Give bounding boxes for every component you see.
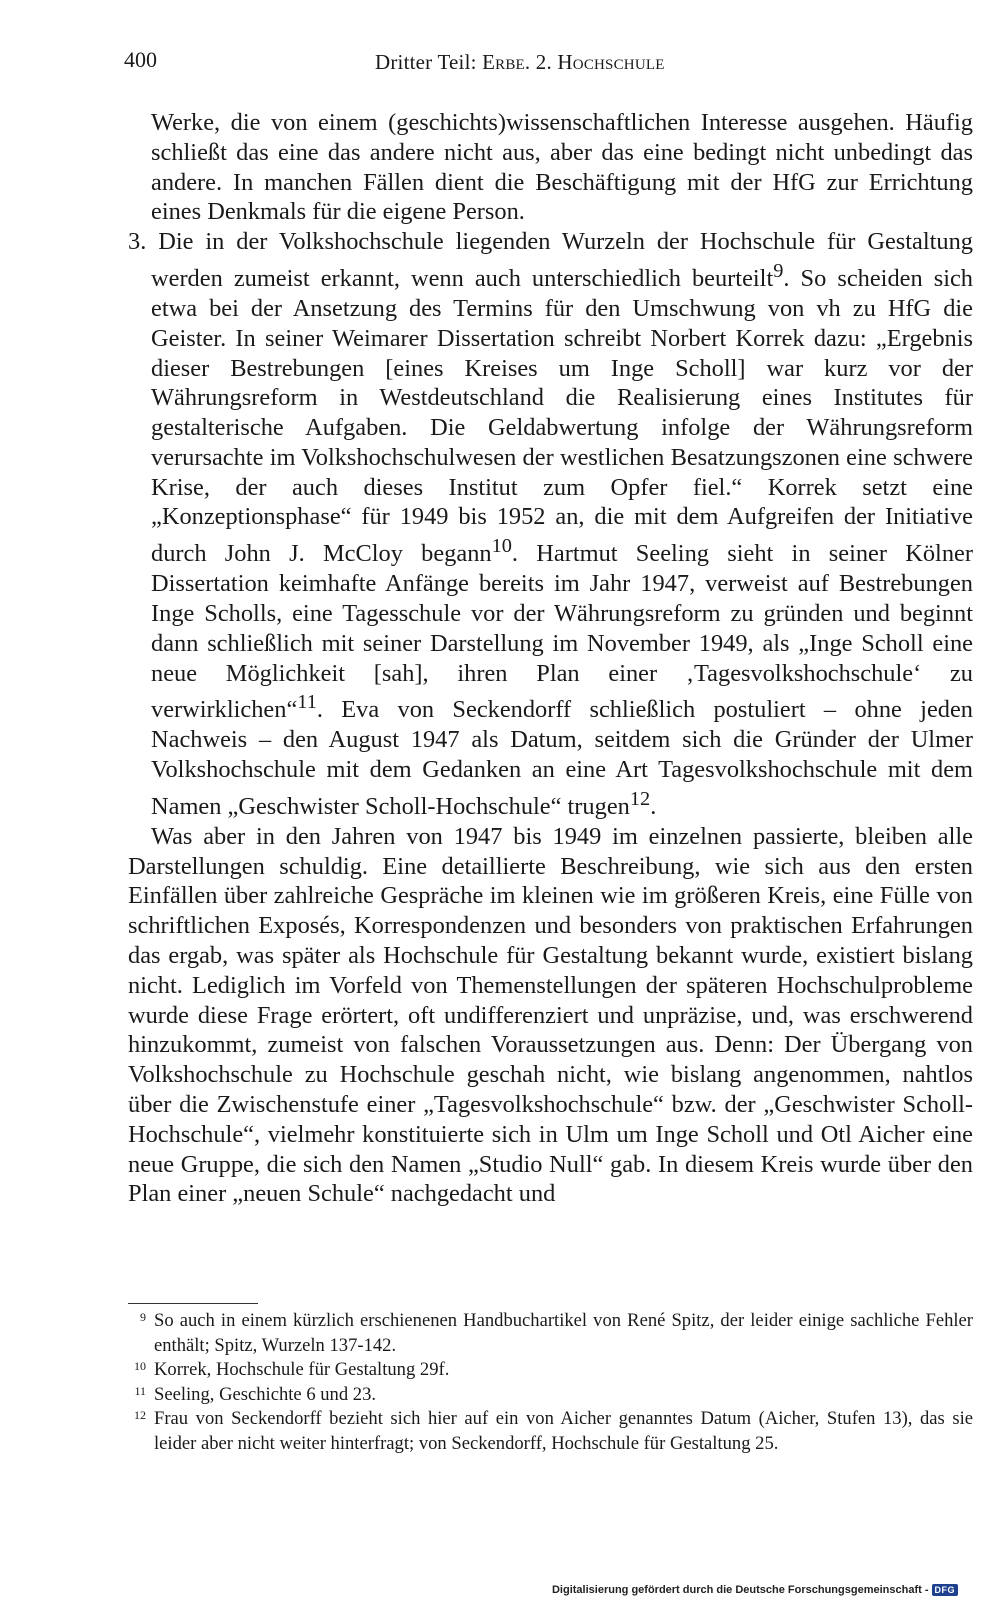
footnote-10 — [128, 1358, 973, 1383]
digitization-credit — [552, 1584, 958, 1596]
footnote-number: 12 — [134, 1408, 146, 1423]
paragraph-continuation: Werke, die von einem (geschichts)wissenschaftlichen Interesse ausgehen. Häufig schließt das eine das andere nicht aus, aber das eine bedingt nicht unbedingt das andere. In manchen Fällen dient die Beschäftigung mit der HfG zur Errichtung eines Denkmals für die eigene Person. — [151, 109, 973, 226]
text-run: . So scheiden sich etwa bei der Ansetzung des Termins für den Umschwung von vh zu HfG die Geister. In seiner Weimarer Dissertation schreibt Norbert Korrek dazu: „Ergebnis dieser Bestrebungen [eines Kreises um Inge Scholl] war kurz vor der Währungsreform in Westdeutschland die Realisierung eines Institutes für gestalterische Aufgaben. Die Geldabwertung infolge der Währungsreform verursachte im Volkshochschulwesen der westlichen Besatzungszonen eine schwere Krise, der auch dieses Institut zum Opfer fiel.“ Korrek setzt eine „Konzeptionsphase“ für 1949 bis 1952 an, die mit dem Aufgreifen der Initiative durch John J. McCloy begann — [151, 265, 973, 568]
running-head-part: Dritter Teil: E — [375, 50, 496, 74]
footnote-text: Korrek, Hochschule für Gestaltung 29f. — [154, 1359, 450, 1381]
running-head-part: . 2. H — [524, 50, 573, 74]
dfg-logo-icon: DFG — [932, 1584, 959, 1596]
footnotes — [128, 1309, 973, 1457]
footnote-number: 10 — [134, 1359, 146, 1374]
footnote-11 — [128, 1383, 973, 1408]
footnote-ref-9[interactable]: 9 — [773, 259, 784, 282]
credit-text: Digitalisierung gefördert durch die Deutsche Forschungsgemeinschaft - — [551, 1584, 929, 1596]
footnote-number: 11 — [134, 1383, 146, 1398]
footnote-text: Seeling, Geschichte 6 und 23. — [154, 1383, 377, 1405]
footnote-ref-12[interactable]: 12 — [629, 787, 651, 810]
footnote-number: 9 — [140, 1310, 146, 1324]
running-head-part: rbe — [495, 50, 525, 74]
page-number: 400 — [124, 47, 157, 72]
text-run: 3. Die in der Volkshochschule liegenden Wurzeln der Hochschule für Gestaltung werden zumeist erkannt, wenn auch unterschiedlich beurteilt — [128, 228, 973, 293]
footnote-ref-10[interactable]: 10 — [491, 535, 512, 558]
footnote-text: Frau von Seckendorff bezieht sich hier auf ein von Aicher genanntes Datum (Aicher, Stufen 13), das sie leider aber nicht weiter hinterfragt; von Seckendorff, Hochschule für Gestaltung 25. — [154, 1408, 973, 1454]
body-text — [128, 108, 973, 1209]
footnote-ref-11[interactable]: 11 — [297, 691, 317, 714]
footnote-12 — [128, 1407, 973, 1456]
running-head — [375, 48, 665, 76]
running-head-part: ochschule — [572, 50, 665, 74]
text-run: . Eva von Seckendorff schließlich postuliert – ohne jeden Nachweis – den August 1947 als Datum, seitdem sich die Gründer der Ulmer Volkshochschule mit dem Gedanken an eine Art Tagesvolkshochschule mit dem Namen „Geschwister Scholl-Hochschule“ trugen — [151, 696, 973, 821]
footnote-text: So auch in einem kürzlich erschienenen Handbuchartikel von René Spitz, der leider einige sachliche Fehler enthält; Spitz, Wurzeln 137-142. — [154, 1310, 973, 1356]
paragraph: Was aber in den Jahren von 1947 bis 1949 im einzelnen passierte, bleiben alle Darstellungen schuldig. Eine detaillierte Beschreibung, wie sich aus den ersten Einfällen über zahlreiche Gespräche im kleinen wie im größeren Kreis, eine Fülle von schriftlichen Exposés, Korrespondenzen und besonders von praktischen Erfahrungen das ergab, was später als Hochschule für Gestaltung bekannt wurde, existiert bislang nicht. Lediglich im Vorfeld von Themenstellungen der späteren Hochschulprobleme wurde diese Frage erörtert, oft undifferenziert und unpräzise, und, was erschwerend hinzukommt, zumeist von falschen Voraussetzungen aus. Denn: Der Übergang von Volkshochschule zu Hochschule geschah nicht, wie bislang angenommen, nahtlos über die Zwischenstufe einer „Tagesvolkshochschule“ bzw. der „Geschwister Scholl-Hochschule“, vielmehr konstituierte sich in Ulm um Inge Scholl und Otl Aicher eine neue Gruppe, die sich den Namen „Studio Null“ gab. In diesem Kreis wurde über den Plan einer „neuen Schule“ nachgedacht und — [128, 822, 973, 1208]
list-item-3 — [128, 227, 973, 822]
footnote-9 — [128, 1309, 973, 1358]
text-run: . — [650, 793, 657, 821]
footnote-divider — [128, 1303, 258, 1304]
text-run: . Hartmut Seeling sieht in seiner Kölner Dissertation keimhafte Anfänge bereits im Jahr 1947, verweist auf Bestrebungen Inge Scholls, eine Tagesschule vor der Währungsreform zu gründen und beginnt dann schließlich mit seiner Darstellung im November 1949, als „Inge Scholl eine neue Möglichkeit [sah], ihren Plan einer ‚Tagesvolkshochschule‘ zu verwirklichen“ — [151, 540, 973, 724]
